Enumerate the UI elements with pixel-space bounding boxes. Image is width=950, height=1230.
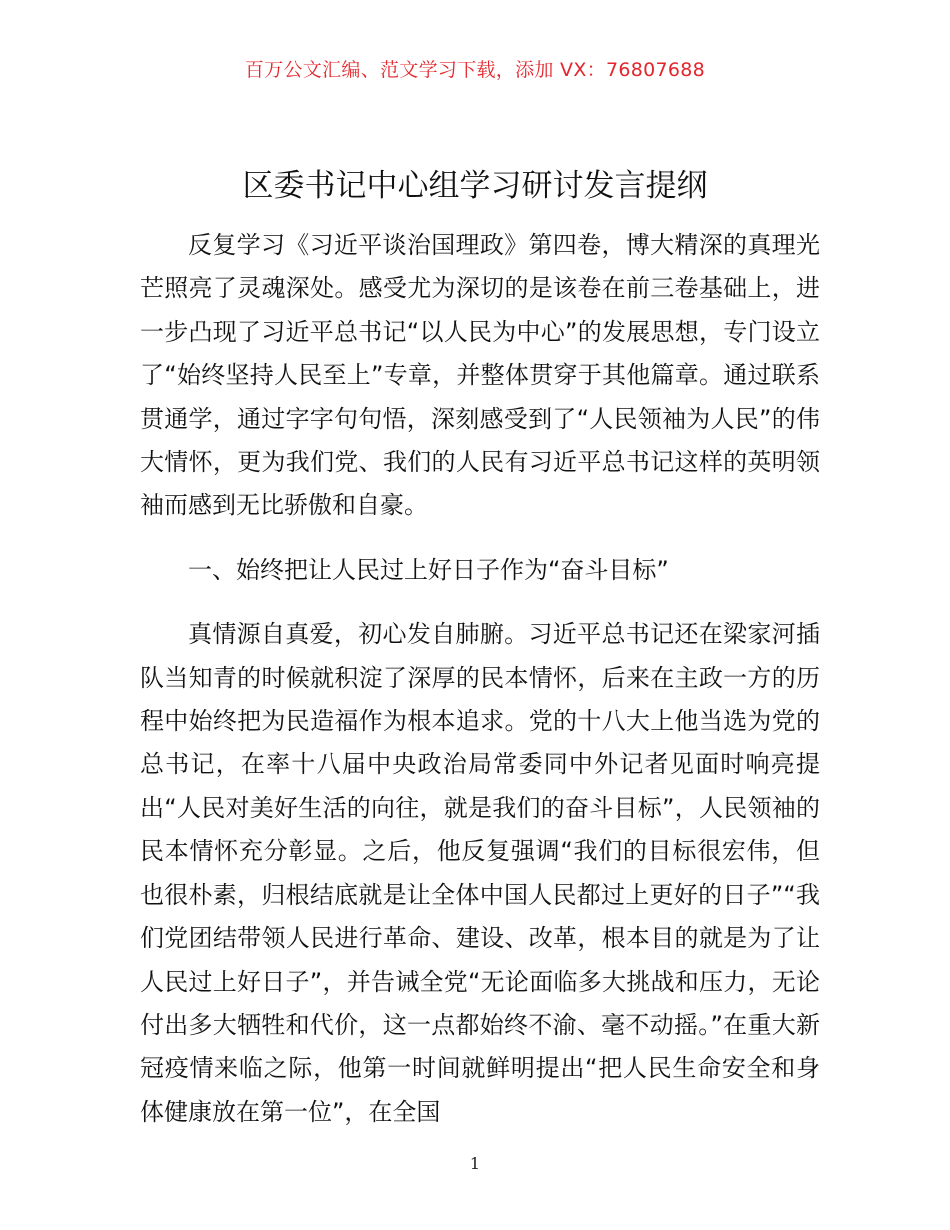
paragraph-intro: 反复学习《习近平谈治国理政》第四卷，博大精深的真理光芒照亮了灵魂深处。感受尤为深切的是该卷在前三卷基础上，进一步凸现了习近平总书记“以人民为中心”的发展思想，专门设立了“始终坚持人民至上”专章，并整体贯穿于其他篇章。通过联系贯通学，通过字字句句悟，深刻感受到了“人民领袖为人民”的伟大情怀，更为我们党、我们的人民有习近平总书记这样的英明领袖而感到无比骄傲和自豪。 xyxy=(140,231,820,520)
paragraph-section-1: 真情源自真爱，初心发自肺腑。习近平总书记还在梁家河插队当知青的时候就积淀了深厚的民本情怀，后来在主政一方的历程中始终把为民造福作为根本追求。党的十八大上他当选为党的总书记，在率十八届中央政治局常委同中外记者见面时响亮提出“人民对美好生活的向往，就是我们的奋斗目标”，人民领袖的民本情怀充分彰显。之后，他反复强调“我们的目标很宏伟，但也很朴素，归根结底就是让全体中国人民都过上更好的日子”“我们党团结带领人民进行革命、建设、改革，根本目的就是为了让人民过上好日子”，并告诫全党“无论面临多大挑战和压力，无论付出多大牺牲和代价，这一点都始终不渝、毫不动摇。”在重大新冠疫情来临之际，他第一时间就鲜明提出“把人民生命安全和身体健康放在第一位”，在全国 xyxy=(140,620,820,1126)
document-body xyxy=(140,224,820,1134)
section-heading-1: 一、始终把让人民过上好日子作为“奋斗目标” xyxy=(188,555,669,584)
page-number: 1 xyxy=(469,1154,481,1173)
document-title: 区委书记中心组学习研讨发言提纲 xyxy=(242,168,708,204)
header-banner: 百万公文汇编、范文学习下载，添加 VX：76807688 xyxy=(244,59,706,81)
